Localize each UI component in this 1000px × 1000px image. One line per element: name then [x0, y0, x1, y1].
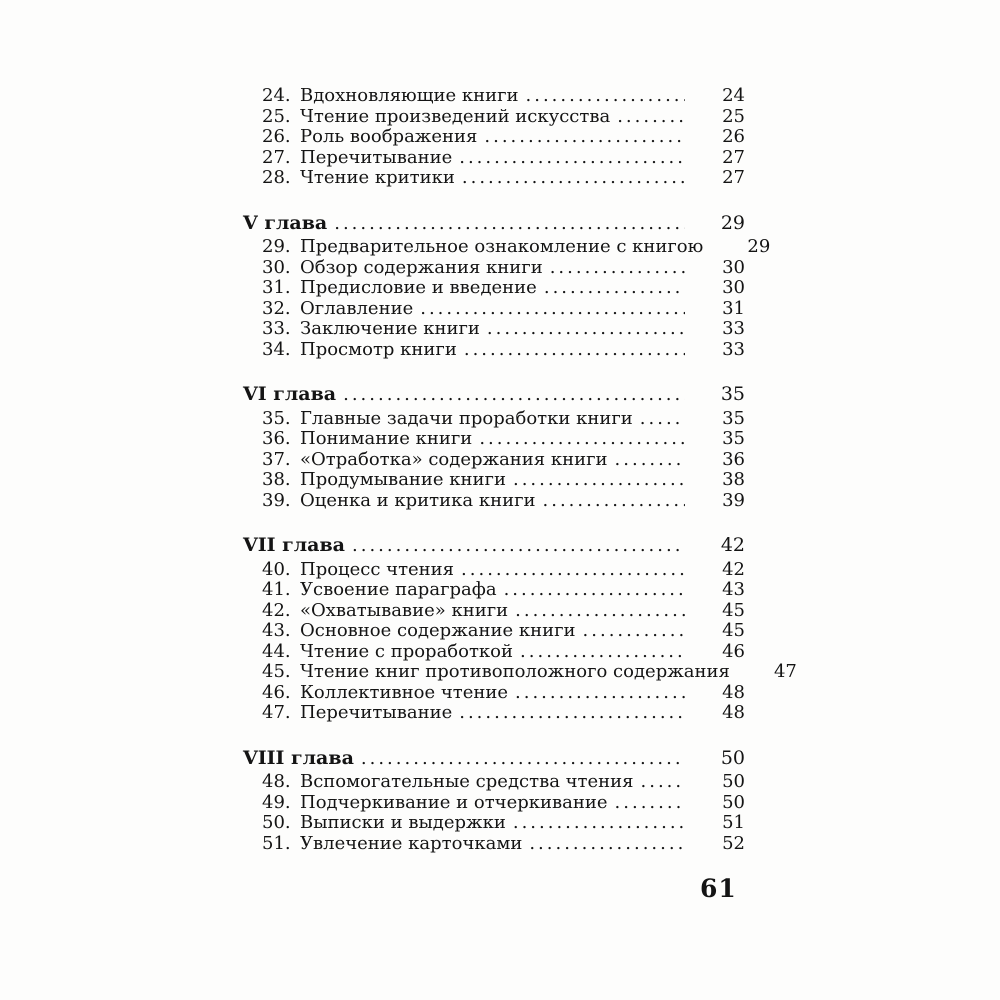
- dot-leader: [480, 319, 685, 340]
- toc-entry: [243, 491, 745, 512]
- entry-title: Вспомогательные средства чтения: [300, 771, 634, 792]
- entry-title: Чтение произведений искусства: [300, 105, 611, 127]
- toc-chapter-heading: [243, 748, 745, 769]
- toc-entry: [243, 813, 745, 834]
- entry-page: 33: [722, 338, 745, 360]
- toc-chapter-heading: [243, 213, 745, 234]
- toc-chapter-heading: [243, 535, 745, 556]
- entry-number: 24.: [262, 85, 291, 106]
- chapter-page: 50: [720, 746, 745, 769]
- chapter-page: 29: [720, 211, 745, 234]
- toc-entry: [243, 621, 745, 642]
- entry-number: 27.: [262, 146, 291, 168]
- entry-number: 35.: [262, 407, 291, 429]
- toc: [243, 85, 797, 854]
- entry-number: 32.: [262, 297, 291, 319]
- entry-number: 36.: [262, 428, 291, 449]
- chapter-page: 35: [720, 383, 745, 405]
- entry-number: 51.: [262, 832, 291, 854]
- entry-number: 43.: [262, 620, 291, 641]
- entry-number: 49.: [262, 791, 291, 813]
- toc-entry: [243, 429, 745, 450]
- toc-entry: [243, 340, 745, 361]
- chapter-label: VI глава: [243, 383, 337, 405]
- entry-number: 25.: [262, 105, 291, 127]
- entry-number: 38.: [262, 469, 291, 490]
- dot-leader: [455, 168, 685, 189]
- dot-leader: [477, 127, 685, 148]
- entry-page: 46: [722, 640, 745, 662]
- entry-page: 26: [722, 126, 745, 147]
- toc-entry: [243, 278, 745, 299]
- toc-entry: [243, 560, 745, 581]
- entry-number: 30.: [262, 256, 291, 278]
- dot-leader: [497, 580, 685, 601]
- toc-entry: [243, 258, 745, 279]
- toc-entry: [243, 703, 745, 724]
- entry-title: Усвоение параграфа: [300, 579, 497, 600]
- chapter-page: 42: [720, 534, 745, 556]
- dot-leader: [703, 237, 710, 258]
- dot-leader: [522, 834, 685, 855]
- dot-leader: [537, 278, 685, 299]
- entry-title: Главные задачи проработки книги: [300, 407, 633, 429]
- toc-entry: [243, 148, 745, 169]
- entry-title: Выписки и выдержки: [300, 812, 506, 833]
- entry-title: Чтение с проработкой: [300, 640, 514, 662]
- toc-entry: [243, 772, 745, 793]
- entry-number: 37.: [262, 448, 291, 470]
- entry-title: Оглавление: [300, 297, 414, 319]
- entry-page: 35: [722, 407, 745, 429]
- dot-leader: [506, 813, 685, 834]
- dot-leader: [472, 429, 685, 450]
- toc-entry: [243, 127, 745, 148]
- entry-number: 41.: [262, 579, 291, 600]
- entry-number: 34.: [262, 338, 291, 360]
- entry-title: Увлечение карточками: [300, 832, 523, 854]
- entry-number: 44.: [262, 640, 291, 662]
- chapter-label: VIII глава: [243, 746, 354, 769]
- entry-title: «Отработка» содержания книги: [300, 448, 608, 470]
- dot-leader: [336, 385, 685, 406]
- entry-title: Просмотр книги: [300, 338, 457, 360]
- dot-leader: [354, 749, 685, 770]
- entry-page: 25: [722, 105, 745, 127]
- dot-leader: [454, 560, 685, 581]
- entry-page: 42: [722, 558, 745, 580]
- entry-title: Продумывание книги: [300, 469, 506, 490]
- toc-entry: [243, 450, 745, 471]
- entry-title: Чтение критики: [300, 167, 455, 188]
- dot-leader: [327, 214, 685, 235]
- entry-title: Предисловие и введение: [300, 277, 537, 298]
- entry-page: 50: [722, 771, 745, 792]
- entry-title: Перечитывание: [300, 146, 453, 168]
- toc-entry: [243, 319, 745, 340]
- toc-entry: [243, 470, 745, 491]
- dot-leader: [508, 683, 685, 704]
- entry-title: Коллективное чтение: [300, 681, 508, 703]
- entry-page: 48: [722, 681, 745, 703]
- toc-entry: [243, 107, 745, 128]
- dot-leader: [513, 642, 685, 663]
- entry-page: 27: [722, 146, 745, 168]
- entry-number: 31.: [262, 277, 291, 298]
- entry-page: 30: [722, 256, 745, 278]
- entry-page: 27: [722, 167, 745, 188]
- chapter-label: V глава: [243, 211, 328, 234]
- entry-title: Основное содержание книги: [300, 620, 576, 641]
- entry-number: 50.: [262, 812, 291, 833]
- toc-entry: [243, 236, 771, 258]
- entry-page: 24: [722, 85, 745, 106]
- entry-page: 48: [722, 702, 745, 723]
- entry-number: 39.: [262, 489, 291, 511]
- entry-page: 50: [722, 791, 745, 813]
- entry-page: 45: [722, 620, 745, 641]
- entry-page: 30: [722, 277, 745, 298]
- entry-page: 47: [773, 661, 797, 682]
- toc-entry: [243, 642, 745, 663]
- dot-leader: [608, 793, 685, 814]
- entry-page: 51: [722, 812, 745, 833]
- entry-title: Роль воображения: [300, 126, 478, 147]
- chapter-label: VII глава: [243, 534, 345, 556]
- page-number: 61: [700, 874, 737, 903]
- entry-title: Оценка и критика книги: [300, 489, 536, 511]
- entry-page: 52: [722, 832, 745, 854]
- dot-leader: [536, 491, 685, 512]
- dot-leader: [608, 450, 685, 471]
- toc-entry: [243, 793, 745, 814]
- entry-title: Подчеркивание и отчеркивание: [300, 791, 608, 813]
- entry-number: 33.: [262, 318, 291, 339]
- toc-entry: [243, 168, 745, 189]
- toc-entry: [243, 299, 745, 320]
- entry-page: 29: [747, 236, 771, 257]
- entry-title: Процесс чтения: [300, 558, 455, 580]
- entry-page: 45: [722, 599, 745, 621]
- toc-entry: [243, 683, 745, 704]
- dot-leader: [345, 536, 685, 557]
- entry-number: 47.: [262, 702, 291, 723]
- entry-number: 26.: [262, 126, 291, 147]
- dot-leader: [452, 148, 685, 169]
- toc-entry: [243, 834, 745, 855]
- entry-number: 29.: [262, 236, 291, 257]
- entry-page: 43: [722, 579, 745, 600]
- entry-page: 39: [722, 489, 745, 511]
- entry-page: 33: [722, 318, 745, 339]
- toc-entry: [243, 661, 797, 683]
- toc-entry: [243, 86, 745, 107]
- entry-title: Понимание книги: [300, 428, 473, 449]
- entry-title: Обзор содержания книги: [300, 256, 543, 278]
- entry-title: Перечитывание: [300, 702, 453, 723]
- toc-entry: [243, 580, 745, 601]
- entry-number: 48.: [262, 771, 291, 792]
- dot-leader: [519, 86, 685, 107]
- entry-title: Вдохновляющие книги: [300, 85, 519, 106]
- entry-page: 31: [722, 297, 745, 319]
- dot-leader: [730, 662, 737, 683]
- dot-leader: [508, 601, 685, 622]
- entry-page: 38: [722, 469, 745, 490]
- entry-number: 28.: [262, 167, 291, 188]
- dot-leader: [452, 703, 685, 724]
- entry-title: Предварительное ознакомление с книгою: [300, 236, 704, 257]
- toc-entry: [243, 601, 745, 622]
- toc-entry: [243, 409, 745, 430]
- dot-leader: [506, 470, 685, 491]
- dot-leader: [413, 299, 685, 320]
- entry-title: «Охватывавие» книги: [300, 599, 509, 621]
- entry-page: 35: [722, 428, 745, 449]
- dot-leader: [457, 340, 685, 361]
- entry-title: Чтение книг противоположного содержания: [300, 661, 730, 682]
- entry-number: 40.: [262, 558, 291, 580]
- toc-chapter-heading: [243, 384, 745, 405]
- entry-page: 36: [722, 448, 745, 470]
- dot-leader: [633, 409, 685, 430]
- dot-leader: [576, 621, 685, 642]
- entry-title: Заключение книги: [300, 318, 480, 339]
- entry-number: 45.: [262, 661, 291, 682]
- entry-number: 46.: [262, 681, 291, 703]
- entry-number: 42.: [262, 599, 291, 621]
- dot-leader: [634, 772, 685, 793]
- dot-leader: [543, 258, 685, 279]
- dot-leader: [610, 107, 685, 128]
